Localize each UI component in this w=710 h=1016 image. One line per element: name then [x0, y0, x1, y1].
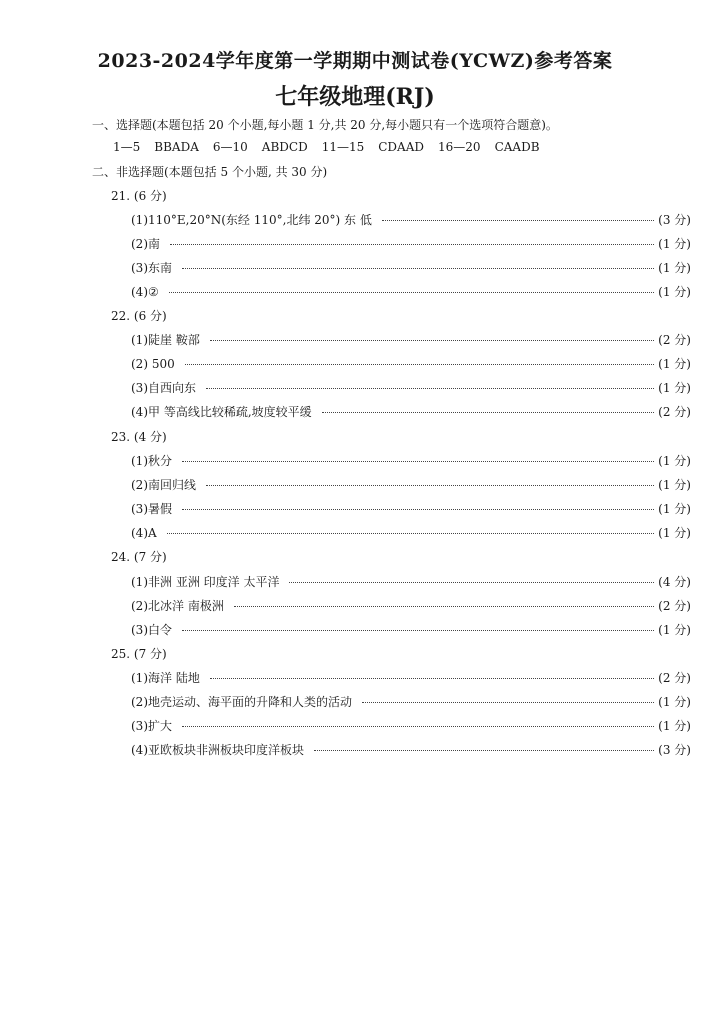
- document-title: 2023-2024学年度第一学期期中测试卷(YCWZ)参考答案: [97, 50, 613, 72]
- answer-text: (2) 500: [131, 357, 175, 371]
- dot-leader: [170, 244, 654, 245]
- answer-row: [131, 355, 691, 372]
- document-subtitle: 七年级地理(RJ): [275, 84, 435, 110]
- score-label: (2 分): [658, 405, 691, 419]
- dot-leader: [289, 582, 654, 583]
- question-25-heading: 25. (7 分): [111, 647, 167, 661]
- dot-leader: [206, 388, 654, 389]
- answer-text: (3)自西向东: [131, 381, 196, 395]
- answer-range: 6—10: [212, 140, 248, 154]
- answer-key: BBADA: [154, 140, 199, 154]
- score-label: (1 分): [658, 478, 691, 492]
- score-label: (1 分): [658, 623, 691, 637]
- answer-range: 11—15: [321, 140, 365, 154]
- dot-leader: [167, 533, 655, 534]
- score-label: (2 分): [658, 333, 691, 347]
- score-label: (1 分): [658, 285, 691, 299]
- answer-text: (1)110°E,20°N(东经 110°,北纬 20°) 东 低: [131, 213, 372, 227]
- answer-row: [131, 524, 691, 541]
- score-label: (2 分): [658, 671, 691, 685]
- section-1-heading: 一、选择题(本题包括 20 个小题,每小题 1 分,共 20 分,每小题只有一个选项符合题意)。: [92, 118, 558, 132]
- score-label: (2 分): [658, 599, 691, 613]
- answer-text: (4)②: [131, 285, 159, 299]
- dot-leader: [182, 630, 654, 631]
- answer-row: [131, 500, 691, 517]
- score-label: (1 分): [658, 526, 691, 540]
- dot-leader: [382, 220, 654, 221]
- answer-row: [131, 573, 691, 590]
- dot-leader: [362, 702, 654, 703]
- answer-row: [131, 476, 691, 493]
- answer-text: (1)海洋 陆地: [131, 671, 200, 685]
- score-label: (1 分): [658, 502, 691, 516]
- answer-text: (1)非洲 亚洲 印度洋 太平洋: [131, 575, 280, 589]
- answer-text: (2)北冰洋 南极洲: [131, 599, 224, 613]
- answer-row: [131, 741, 691, 758]
- answer-text: (2)南回归线: [131, 478, 196, 492]
- score-label: (1 分): [658, 357, 691, 371]
- answer-row: [131, 403, 691, 420]
- answer-text: (2)地壳运动、海平面的升降和人类的活动: [131, 695, 352, 709]
- section-2-heading: 二、非选择题(本题包括 5 个小题, 共 30 分): [92, 165, 328, 179]
- answer-row: [131, 693, 691, 710]
- score-label: (1 分): [658, 381, 691, 395]
- dot-leader: [206, 485, 654, 486]
- score-label: (1 分): [658, 454, 691, 468]
- dot-leader: [210, 678, 654, 679]
- answer-text: (3)暑假: [131, 502, 172, 516]
- score-label: (1 分): [658, 261, 691, 275]
- answer-text: (4)甲 等高线比较稀疏,坡度较平缓: [131, 405, 312, 419]
- dot-leader: [322, 412, 655, 413]
- answer-text: (3)东南: [131, 261, 172, 275]
- answer-text: (2)南: [131, 237, 160, 251]
- answer-row: [131, 211, 691, 228]
- answer-key: CAADB: [494, 140, 540, 154]
- answer-text: (1)陡崖 鞍部: [131, 333, 200, 347]
- answer-text: (4)A: [131, 526, 157, 540]
- answer-key: CDAAD: [378, 140, 425, 154]
- answer-row: [131, 259, 691, 276]
- multiple-choice-answers: [113, 140, 554, 154]
- dot-leader: [182, 509, 654, 510]
- question-24-heading: 24. (7 分): [111, 550, 167, 564]
- question-23-heading: 23. (4 分): [111, 430, 167, 444]
- answer-text: (1)秋分: [131, 454, 172, 468]
- answer-row: [131, 669, 691, 686]
- score-label: (1 分): [658, 719, 691, 733]
- dot-leader: [169, 292, 654, 293]
- dot-leader: [210, 340, 654, 341]
- dot-leader: [182, 726, 654, 727]
- answer-text: (3)白令: [131, 623, 172, 637]
- answer-row: [131, 621, 691, 638]
- score-label: (1 分): [658, 695, 691, 709]
- answer-row: [131, 597, 691, 614]
- answer-row: [131, 379, 691, 396]
- answer-row: [131, 331, 691, 348]
- score-label: (3 分): [658, 743, 691, 757]
- question-21-heading: 21. (6 分): [111, 189, 167, 203]
- answer-key: ABDCD: [261, 140, 308, 154]
- answer-range: 1—5: [113, 140, 141, 154]
- score-label: (1 分): [658, 237, 691, 251]
- score-label: (4 分): [658, 575, 691, 589]
- answer-text: (4)亚欧板块非洲板块印度洋板块: [131, 743, 304, 757]
- question-22-heading: 22. (6 分): [111, 309, 167, 323]
- answer-row: [131, 452, 691, 469]
- dot-leader: [185, 364, 654, 365]
- dot-leader: [182, 461, 654, 462]
- dot-leader: [234, 606, 654, 607]
- dot-leader: [314, 750, 654, 751]
- score-label: (3 分): [658, 213, 691, 227]
- answer-row: [131, 717, 691, 734]
- answer-row: [131, 235, 691, 252]
- dot-leader: [182, 268, 654, 269]
- answer-row: [131, 283, 691, 300]
- answer-text: (3)扩大: [131, 719, 172, 733]
- answer-range: 16—20: [438, 140, 481, 154]
